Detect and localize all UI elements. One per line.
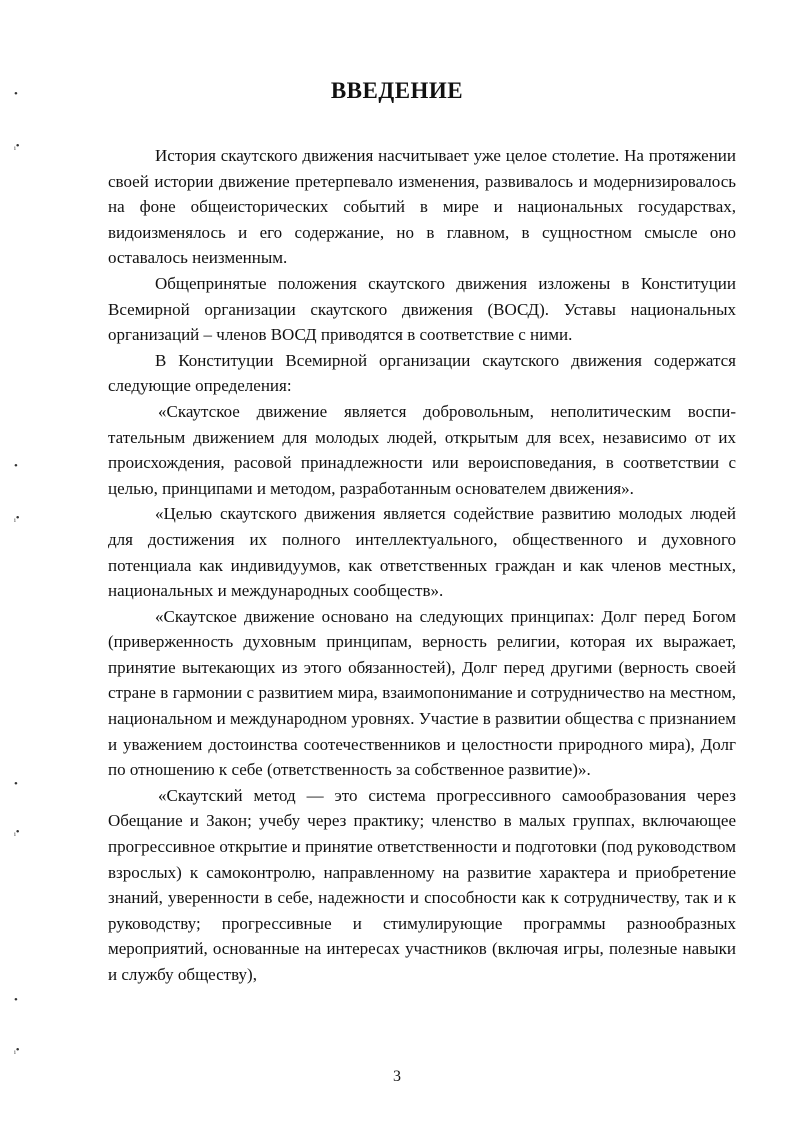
margin-mark: •	[14, 460, 18, 472]
page-number: 3	[393, 1068, 401, 1085]
margin-mark: ᵢ•	[14, 512, 20, 524]
quote-principles: «Скаутское движение основано на следующих принципах: Долг перед Богом (приверженность духовным принципам, верность религии, которая их выражает, принятие вытекающих из этого обязанностей), Долг перед другими (верность своей стране в гармонии с развитием мира, взаимопонимание и сотрудничество на местном, национальном и международном уровнях. Участие в развитии общества с признанием и уважением достоинства соотечественников и целостности природного мира), Долг по отношению к себе (ответственность за собственное развитие)».	[108, 606, 736, 780]
paragraph-constitution: Общепринятые положения скаутского движения изложены в Конституции Всемирной организации скаутского движения (ВОСД). Уставы национальных организаций – членов ВОСД приводятся в соответствие с ними.	[108, 273, 736, 345]
margin-mark: •	[14, 994, 18, 1006]
paragraph-history: История скаутского движения насчитывает уже целое столетие. На протяжении своей истории движение претерпевало изменения, развивалось и модернизировалось на фоне общеисторических событий в мире и национальных государствах, видоизменялось и его содержание, но в главном, в сущностном смысле оно оставалось неизменным.	[108, 146, 736, 268]
quote-method: «Скаутский метод — это система прогрессивного самообразования через Обещание и Закон; учебу через практику; членство в малых группах, включающее прогрессивное открытие и принятие ответственности и подготовки (под руководством взрослых) к самоконтролю, направленному на развитие характера и приобретение знаний, уверенности в себе, надежности и способности как к сотрудничеству, так и к руководству; прогрессивные и стимулирующие программы разнообразных мероприятий, основанные на интересах участников (включая игры, полезные навыки и службу обществу),	[108, 785, 736, 984]
margin-mark: •	[14, 778, 18, 790]
margin-mark: •	[14, 88, 18, 100]
paragraph-definitions-intro: В Конституции Всемирной организации скаутского движения содержатся следующие определения:	[108, 350, 736, 396]
margin-mark: ᵢ•	[14, 140, 20, 152]
page-title: ВВЕДЕНИЕ	[330, 78, 464, 103]
margin-mark: ᵢ•	[14, 1044, 20, 1056]
body-text	[108, 143, 736, 988]
quote-purpose: «Целью скаутского движения является содействие развитию молодых людей для достижения их полного интеллектуального, общественного и духовного потенциала как индивидуумов, как ответственных граждан и как членов местных, национальных и международных сообществ».	[108, 504, 736, 601]
margin-mark: ᵢ•	[14, 826, 20, 838]
quote-definition: «Скаутское движение является добровольным, неполитическим воспитательным движением для молодых людей, открытым для всех, независимо от их происхождения, расовой принадлежности или вероисповедания, в соответствии с целью, принципами и методом, разработанным основателем движения».	[108, 401, 736, 498]
